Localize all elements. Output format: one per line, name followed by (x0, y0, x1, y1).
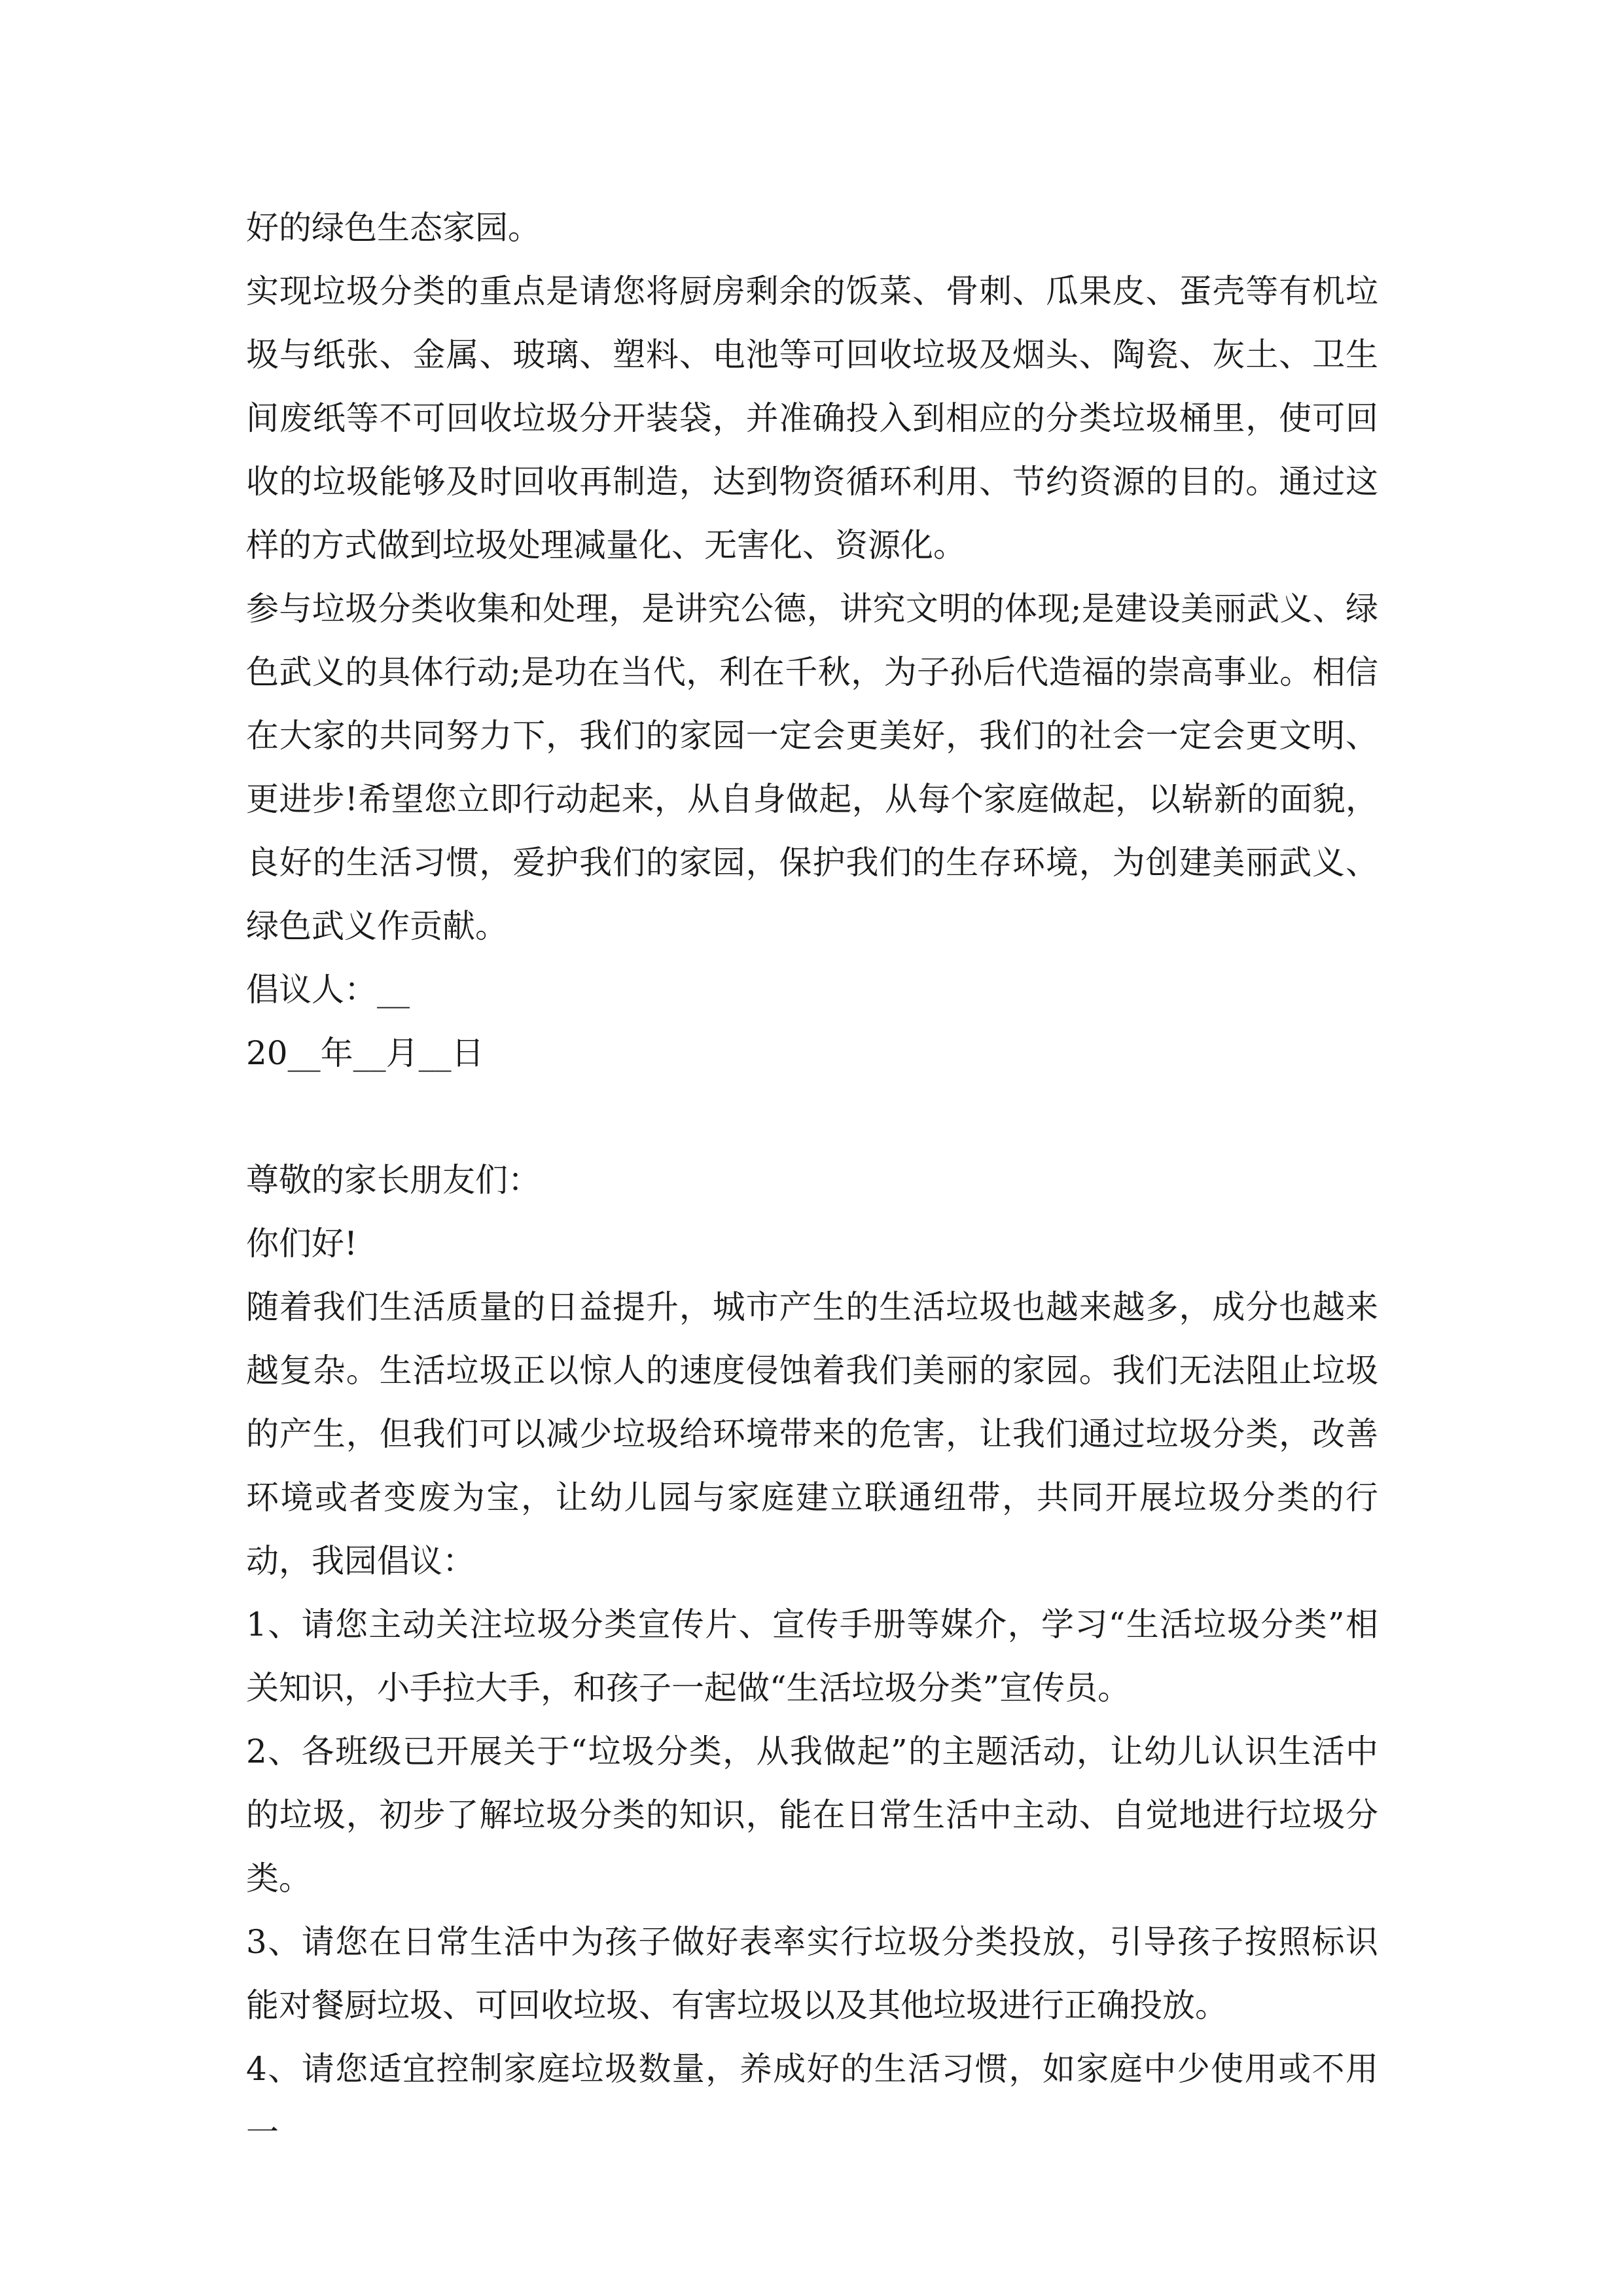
list-item-2: 2、各班级已开展关于“垃圾分类，从我做起”的主题活动，让幼儿认识生活中的垃圾，初步了解垃圾分类的知识，能在日常生活中主动、自觉地进行垃圾分类。 (246, 1732, 1378, 1897)
initiator-line: 倡议人：__ (246, 971, 410, 1009)
date-line: 20__年__月__日 (246, 1034, 484, 1072)
list-item-3: 3、请您在日常生活中为孩子做好表率实行垃圾分类投放，引导孩子按照标识能对餐厨垃圾、可回收垃圾、有害垃圾以及其他垃圾进行正确投放。 (246, 1923, 1378, 2024)
paragraph-key-points: 实现垃圾分类的重点是请您将厨房剩余的饭菜、骨刺、瓜果皮、蛋壳等有机垃圾与纸张、金属、玻璃、塑料、电池等可回收垃圾及烟头、陶瓷、灰土、卫生间废纸等不可回收垃圾分开装袋，并准确投入到相应的分类垃圾桶里，使可回收的垃圾能够及时回收再制造，达到物资循环利用、节约资源的目的。通过这样的方式做到垃圾处理减量化、无害化、资源化。 (246, 272, 1378, 564)
greeting: 你们好! (246, 1225, 358, 1263)
paragraph-opening-fragment: 好的绿色生态家园。 (246, 209, 541, 247)
paragraph-introduction: 随着我们生活质量的日益提升，城市产生的生活垃圾也越来越多，成分也越来越复杂。生活垃圾正以惊人的速度侵蚀着我们美丽的家园。我们无法阻止垃圾的产生，但我们可以减少垃圾给环境带来的危害，让我们通过垃圾分类，改善环境或者变废为宝，让幼儿园与家庭建立联通纽带，共同开展垃圾分类的行动，我园倡议： (246, 1288, 1378, 1580)
document-body (246, 196, 1378, 2164)
paragraph-participation: 参与垃圾分类收集和处理，是讲究公德，讲究文明的体现;是建设美丽武义、绿色武义的具体行动;是功在当代，利在千秋，为子孙后代造福的崇高事业。相信在大家的共同努力下，我们的家园一定会更美好，我们的社会一定会更文明、更进步!希望您立即行动起来，从自身做起，从每个家庭做起，以崭新的面貌，良好的生活习惯，爱护我们的家园，保护我们的生存环境，为创建美丽武义、绿色武义作贡献。 (246, 590, 1378, 945)
list-item-1: 1、请您主动关注垃圾分类宣传片、宣传手册等媒介，学习“生活垃圾分类”相关知识，小手拉大手，和孩子一起做“生活垃圾分类”宣传员。 (246, 1605, 1378, 1707)
section-spacer (246, 1085, 1378, 1149)
salutation: 尊敬的家长朋友们： (246, 1161, 541, 1199)
list-item-4: 4、请您适宜控制家庭垃圾数量，养成好的生活习惯，如家庭中少使用或不用一 (246, 2050, 1378, 2151)
